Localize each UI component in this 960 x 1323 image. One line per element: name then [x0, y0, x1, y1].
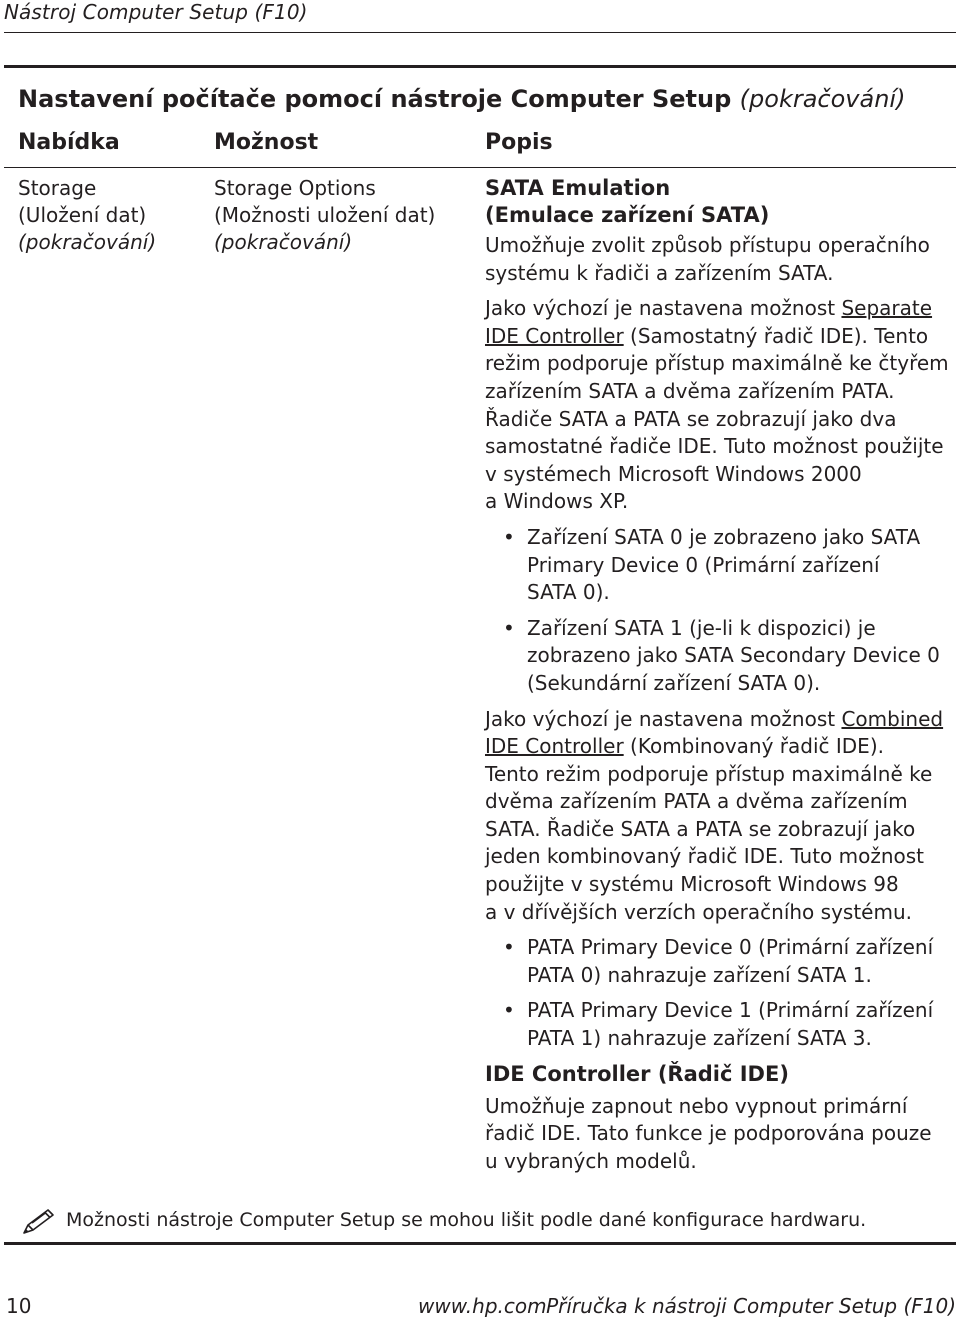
paragraph-line: dvěma zařízením PATA a dvěma zařízením [485, 789, 908, 814]
separate-ide-option-link: Separate [841, 296, 933, 321]
table-title-text: Nastavení počítače pomocí nástroje Computer Setup [18, 85, 732, 113]
paragraph-line [485, 733, 955, 761]
bullet-line: Zařízení SATA 0 je zobrazeno jako SATA [527, 524, 921, 549]
option-cell-line: (Možnosti uložení dat) [214, 203, 436, 227]
running-head: Nástroj Computer Setup (F10) [4, 0, 308, 24]
table-header-row [0, 130, 960, 164]
menu-cell-line: (Uložení dat) [18, 203, 147, 227]
paragraph-line: jeden kombinovaný řadič IDE. Tuto možnost [485, 844, 925, 869]
note-text: Možnosti nástroje Computer Setup se mohou lišit podle dané konfigurace hardwaru. [66, 1209, 867, 1231]
footer-url: www.hp.com [418, 1294, 547, 1318]
page-number: 10 [6, 1294, 32, 1318]
paragraph-line: Tento režim podporuje přístup maximálně ke [485, 761, 933, 786]
combined-ide-bullet-list [485, 934, 955, 1052]
bullet-line: SATA 0). [527, 580, 610, 605]
paragraph-line: samostatné řadiče IDE. Tuto možnost použijte [485, 434, 944, 459]
text-run: Jako výchozí je nastavena možnost [485, 296, 842, 321]
bullet-item [485, 524, 955, 607]
sata-emulation-heading: SATA Emulation [485, 176, 671, 200]
separate-ide-paragraph [485, 295, 955, 516]
table-title-continued: (pokračování) [739, 85, 906, 113]
paragraph-line: v systémech Microsoft Windows 2000 [485, 461, 862, 486]
bullet-item [485, 997, 955, 1052]
paragraph-line: Umožňuje zvolit způsob přístupu operačního [485, 233, 930, 257]
bullet-glyph: • [503, 998, 515, 1023]
paragraph-line: systému k řadiči a zařízením SATA. [485, 260, 834, 285]
paragraph-line: zařízením SATA a dvěma zařízením PATA. [485, 378, 895, 403]
bullet-line: zobrazeno jako SATA Secondary Device 0 [527, 643, 940, 668]
paragraph-line: u vybraných modelů. [485, 1148, 697, 1173]
separate-ide-option-link: IDE Controller [485, 323, 624, 348]
description-cell [485, 175, 955, 1183]
bullet-line: Primary Device 0 (Primární zařízení [527, 552, 880, 577]
table-bottom-rule [4, 1242, 956, 1245]
paragraph-line [485, 323, 955, 351]
page-footer [0, 1294, 960, 1322]
paragraph-line: Řadiče SATA a PATA se zobrazují jako dva [485, 406, 897, 431]
bullet-line: Zařízení SATA 1 (je-li k dispozici) je [527, 615, 876, 640]
bullet-line: PATA Primary Device 1 (Primární zařízení [527, 998, 934, 1023]
pencil-icon [18, 1207, 58, 1237]
separate-ide-bullet-list [485, 524, 955, 698]
combined-ide-option-link: IDE Controller [485, 734, 624, 759]
bullet-glyph: • [503, 524, 515, 549]
menu-cell-line: Storage [18, 176, 97, 200]
menu-cell [18, 175, 198, 256]
text-run: Jako výchozí je nastavena možnost [485, 706, 842, 731]
combined-ide-paragraph [485, 706, 955, 927]
sata-emulation-section [485, 175, 955, 1053]
option-cell-continued: (pokračování) [214, 230, 353, 254]
note [18, 1207, 948, 1237]
ide-controller-heading: IDE Controller (Řadič IDE) [485, 1061, 789, 1086]
column-header-option: Možnost [214, 130, 319, 155]
paragraph-line: použijte v systému Microsoft Windows 98 [485, 872, 899, 897]
text-run: (Kombinovaný řadič IDE). [623, 734, 884, 759]
option-cell-line: Storage Options [214, 176, 376, 200]
bullet-glyph: • [503, 935, 515, 960]
paragraph-line: řadič IDE. Tato funkce je podporována pouze [485, 1121, 932, 1146]
bullet-item [485, 615, 955, 698]
column-header-menu: Nabídka [18, 130, 120, 155]
combined-ide-option-link: Combined [841, 706, 944, 731]
table-title [18, 85, 905, 113]
ide-controller-section [485, 1061, 955, 1176]
bullet-line: (Sekundární zařízení SATA 0). [527, 670, 821, 695]
bullet-glyph: • [503, 615, 515, 640]
sata-emulation-heading-translation: (Emulace zařízení SATA) [485, 203, 770, 227]
menu-cell-continued: (pokračování) [18, 230, 157, 254]
paragraph-line: Umožňuje zapnout nebo vypnout primární [485, 1093, 908, 1118]
header-rule [4, 32, 956, 33]
paragraph-line: a Windows XP. [485, 489, 629, 514]
text-run: (Samostatný řadič IDE). Tento [623, 323, 929, 348]
paragraph-line: SATA. Řadiče SATA a PATA se zobrazují jako [485, 816, 916, 841]
sata-intro-paragraph [485, 232, 955, 287]
paragraph-line [485, 706, 955, 734]
column-header-description: Popis [485, 130, 553, 155]
paragraph-line [485, 295, 955, 323]
option-cell [214, 175, 474, 256]
table-top-rule [4, 65, 956, 68]
footer-book-title: Příručka k nástroji Computer Setup (F10) [546, 1294, 956, 1318]
paragraph-line: režim podporuje přístup maximálně ke čtyřem [485, 351, 949, 376]
bullet-item [485, 934, 955, 989]
ide-controller-paragraph [485, 1093, 955, 1176]
bullet-line: PATA 1) nahrazuje zařízení SATA 3. [527, 1026, 872, 1051]
header-row-rule [4, 167, 956, 168]
bullet-line: PATA 0) nahrazuje zařízení SATA 1. [527, 962, 872, 987]
paragraph-line: a v dřívějších verzích operačního systému. [485, 899, 912, 924]
bullet-line: PATA Primary Device 0 (Primární zařízení [527, 935, 934, 960]
